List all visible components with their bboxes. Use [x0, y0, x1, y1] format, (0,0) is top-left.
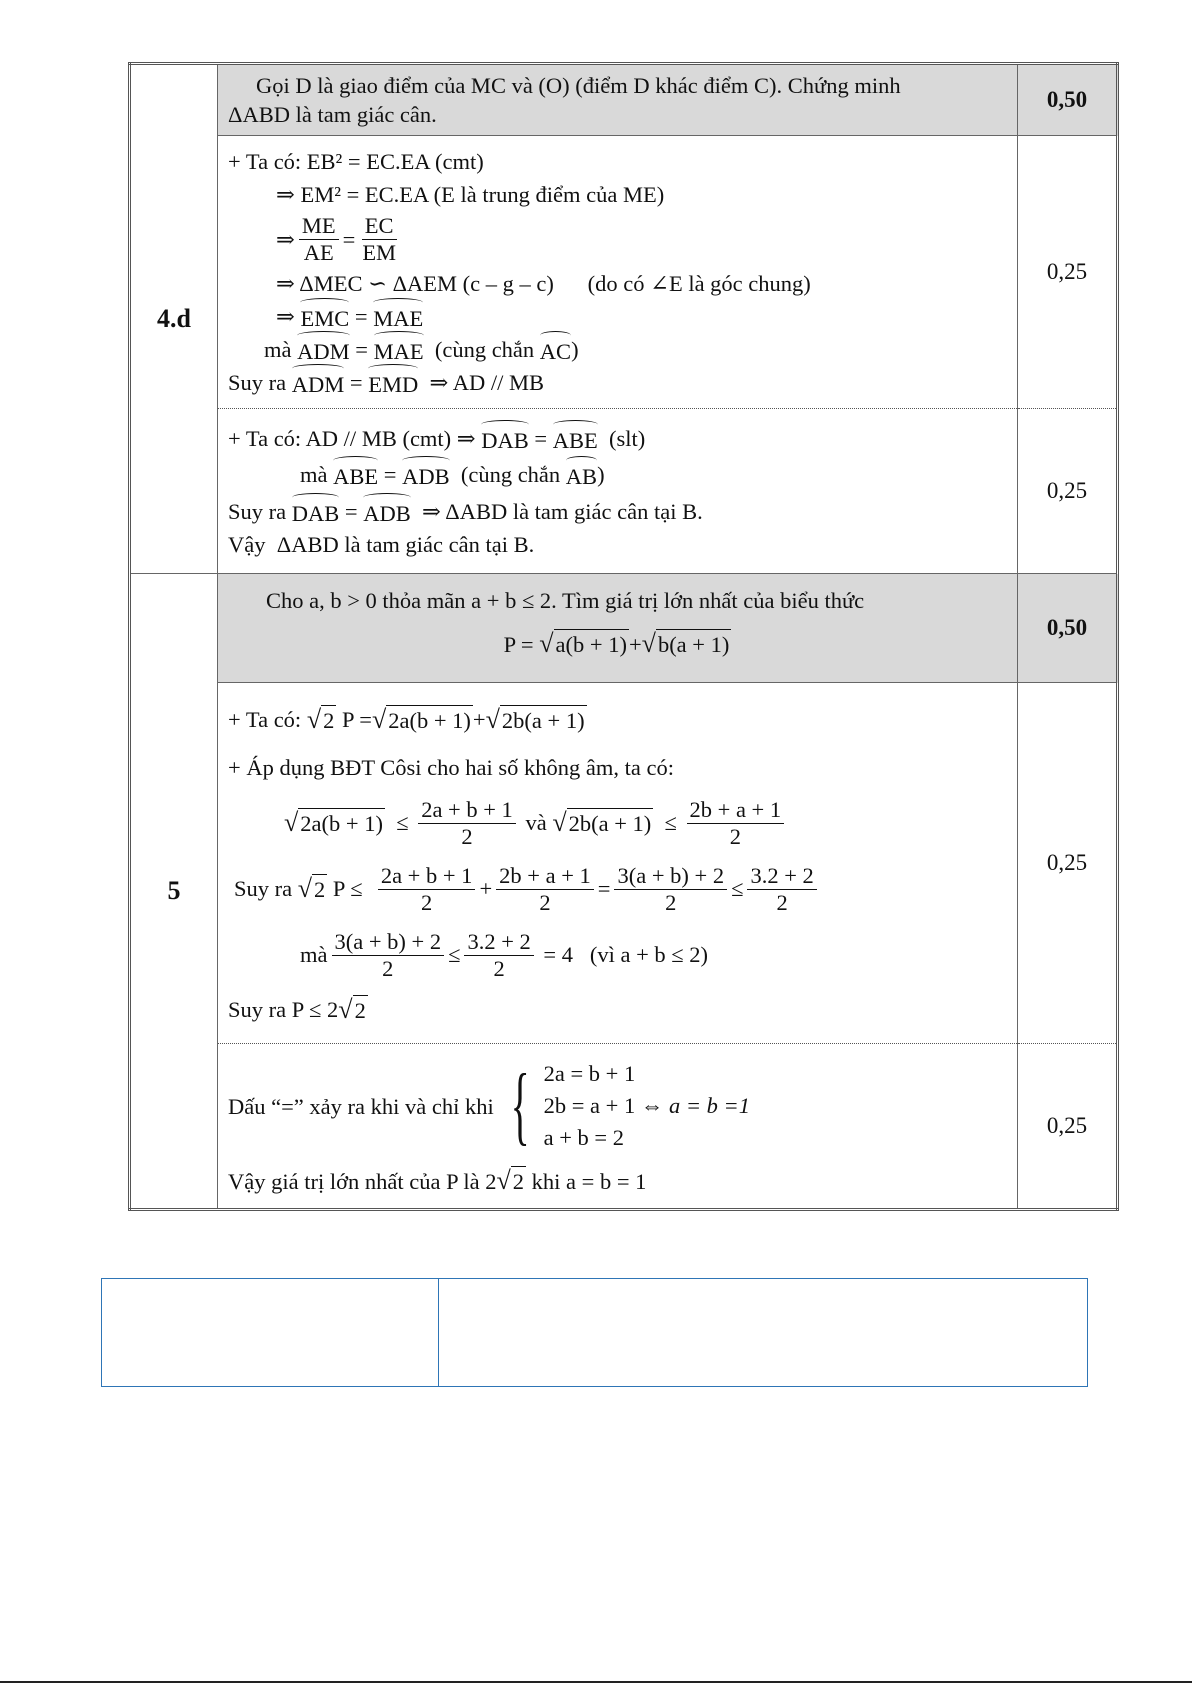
- fraction: [332, 929, 445, 982]
- numerator: 3(a + b) + 2: [614, 863, 727, 890]
- sqrt: [539, 629, 629, 660]
- equation-system: [499, 1058, 750, 1154]
- angle: ABE: [333, 456, 378, 493]
- angle: MAE: [373, 298, 423, 335]
- score-5-part1: 0,25: [1018, 683, 1118, 1044]
- row-5-part1: [130, 683, 1118, 1044]
- angle: ADM: [292, 364, 345, 401]
- text: mà: [264, 337, 292, 362]
- radical-sign: √: [641, 629, 656, 658]
- equals: =: [597, 876, 611, 901]
- line-angles: [228, 495, 1007, 528]
- line-inequality: [228, 922, 1007, 988]
- le: ≤: [664, 810, 677, 835]
- equals: =: [344, 498, 358, 524]
- solution-5-part2: [218, 1044, 1018, 1210]
- numerator: 3.2 + 2: [464, 929, 533, 956]
- text: Suy ra: [228, 498, 287, 524]
- text: ): [571, 337, 579, 362]
- fraction: [614, 863, 727, 916]
- line-inequality: [228, 790, 1007, 856]
- plus: +: [628, 632, 642, 657]
- le: ≤: [448, 942, 461, 967]
- numerator: ME: [299, 213, 339, 240]
- equals: =: [342, 226, 356, 252]
- line-angles: [228, 333, 1007, 366]
- blank-signature-box: [101, 1278, 1088, 1387]
- question-label-4d: 4.d: [130, 64, 218, 574]
- text: Suy ra: [228, 370, 287, 395]
- angle: EMC: [300, 298, 349, 335]
- answer-table: [128, 62, 1119, 1211]
- row-5-part2: [130, 1044, 1118, 1210]
- radical-sign: √: [552, 807, 567, 837]
- sqrt: [497, 1166, 527, 1197]
- prompt-4d: [218, 64, 1018, 136]
- line: ⇒ ΔMEC ∽ ΔAEM (c – g – c) (do có ∠E là góc chung): [276, 271, 811, 296]
- fraction: [359, 213, 399, 266]
- sqrt: [298, 874, 328, 905]
- text: + Ta có:: [228, 707, 302, 732]
- text: Vậy giá trị lớn nhất của P là 2: [228, 1168, 497, 1194]
- fraction: [747, 863, 816, 916]
- text: (slt): [609, 425, 646, 451]
- fraction: [299, 213, 339, 266]
- footer-rule: [0, 1681, 1192, 1683]
- line-sqrt: [228, 694, 1007, 746]
- denominator: 2: [776, 889, 788, 915]
- text: + Ta có: AD // MB (cmt) ⇒: [228, 425, 476, 451]
- plus: +: [472, 707, 486, 732]
- text: (cùng chắn: [434, 337, 535, 362]
- arc: AB: [566, 456, 597, 493]
- radicand: 2a(b + 1): [386, 705, 473, 736]
- blank-cell-left: [102, 1279, 439, 1386]
- radical-sign: √: [306, 704, 322, 734]
- radicand: a(b + 1): [554, 629, 629, 660]
- fraction: [378, 863, 476, 916]
- line-inequality: [228, 856, 1007, 922]
- plus: +: [479, 876, 493, 901]
- numerator: 3.2 + 2: [747, 863, 816, 890]
- numerator: 2b + a + 1: [496, 863, 594, 890]
- denominator: EM: [362, 239, 397, 265]
- fraction: [496, 863, 594, 916]
- le: ≤: [731, 876, 744, 901]
- numerator: 3(a + b) + 2: [332, 929, 445, 956]
- numerator: 2a + b + 1: [418, 797, 516, 824]
- line-angles: [228, 455, 1007, 495]
- solution-4d-part2: [218, 409, 1018, 574]
- arc: AC: [540, 331, 571, 368]
- equals: =: [383, 462, 397, 487]
- denominator: 2: [493, 955, 505, 981]
- text: mà: [300, 462, 328, 487]
- line-final: [228, 1161, 1007, 1201]
- sqrt: [486, 705, 587, 736]
- radicand: 2a(b + 1): [298, 808, 385, 839]
- radicand: 2: [321, 705, 336, 736]
- line-fraction: [228, 211, 1007, 267]
- numerator: EC: [362, 213, 397, 240]
- line-angles: [228, 422, 1007, 455]
- fraction: [418, 797, 516, 850]
- line: + Áp dụng BĐT Côsi cho hai số không âm, ta có:: [228, 755, 674, 780]
- system-eq-3: a + b = 2: [543, 1125, 624, 1150]
- text: P =: [503, 632, 534, 657]
- sqrt: [284, 808, 385, 839]
- angle: DAB: [292, 493, 340, 530]
- sqrt: [307, 705, 337, 736]
- score-4d-part2: 0,25: [1018, 409, 1118, 574]
- text: mà: [300, 942, 328, 967]
- prompt-5-line1: Cho a, b > 0 thỏa mãn a + b ≤ 2. Tìm giá trị lớn nhất của biểu thức: [266, 587, 865, 613]
- radical-sign: √: [297, 873, 313, 903]
- row-4d-prompt: [130, 64, 1118, 136]
- system-lines: [544, 1058, 750, 1154]
- denominator: 2: [539, 889, 551, 915]
- blank-cell-right: [439, 1279, 1087, 1386]
- line-angles: [228, 300, 1007, 333]
- score-5-total: 0,50: [1018, 574, 1118, 683]
- denominator: 2: [421, 889, 433, 915]
- system-eq-2: [544, 1090, 750, 1122]
- question-label-5: 5: [130, 574, 218, 1210]
- line-system: [228, 1051, 1007, 1161]
- radicand: 2b(a + 1): [567, 808, 654, 839]
- angle: ADM: [297, 331, 350, 368]
- prompt-4d-line2: ΔABD là tam giác cân.: [228, 102, 437, 127]
- brace-icon: {: [510, 1057, 530, 1154]
- text: 2b = a + 1 ⇔: [543, 1093, 664, 1118]
- line: Vậy ΔABD là tam giác cân tại B.: [228, 531, 535, 557]
- score-4d-total: 0,50: [1018, 64, 1118, 136]
- radicand: 2: [353, 995, 368, 1026]
- radical-sign: √: [371, 704, 387, 734]
- text: ): [597, 462, 605, 487]
- text: Dấu “=” xảy ra khi và chỉ khi: [228, 1093, 494, 1119]
- text: P =: [341, 707, 372, 732]
- sqrt: [338, 995, 368, 1026]
- angle: ABE: [553, 420, 598, 457]
- line: ⇒ EM² = EC.EA (E là trung điểm của ME): [276, 182, 665, 207]
- text: ⇒ ΔABD là tam giác cân tại B.: [421, 498, 703, 524]
- angle: EMD: [368, 364, 418, 401]
- radical-sign: √: [496, 1165, 511, 1195]
- angle: ADB: [363, 493, 411, 530]
- angle: DAB: [481, 420, 529, 457]
- denominator: AE: [303, 239, 334, 265]
- text: = 4 (vì a + b ≤ 2): [543, 942, 708, 967]
- score-5-part2: 0,25: [1018, 1044, 1118, 1210]
- text: a = b =1: [668, 1093, 750, 1118]
- numerator: 2a + b + 1: [378, 863, 476, 890]
- radical-sign: √: [284, 807, 299, 837]
- denominator: 2: [729, 823, 741, 849]
- text: P ≤: [332, 876, 363, 901]
- angle: ADB: [402, 456, 450, 493]
- radicand: 2b(a + 1): [500, 705, 587, 736]
- line-conclusion: [228, 988, 1007, 1032]
- fraction: [687, 797, 785, 850]
- score-4d-part1: 0,25: [1018, 136, 1118, 409]
- sqrt: [372, 705, 473, 736]
- line: + Ta có: EB² = EC.EA (cmt): [228, 149, 484, 174]
- equals: =: [349, 370, 363, 395]
- row-4d-part1: [130, 136, 1118, 409]
- text: Suy ra: [234, 876, 293, 901]
- text: (cùng chắn: [460, 462, 561, 487]
- radicand: b(a + 1): [656, 629, 731, 660]
- row-4d-part2: [130, 409, 1118, 574]
- prompt-5-formula: [228, 617, 1007, 673]
- numerator: 2b + a + 1: [687, 797, 785, 824]
- system-eq-1: 2a = b + 1: [543, 1061, 636, 1086]
- radical-sign: √: [539, 629, 554, 658]
- equals: =: [355, 337, 368, 362]
- text: Suy ra P ≤ 2: [228, 997, 339, 1022]
- implies: ⇒: [276, 304, 295, 329]
- radicand: 2: [511, 1166, 526, 1197]
- denominator: 2: [382, 955, 394, 981]
- text: và: [525, 810, 547, 835]
- radical-sign: √: [485, 704, 500, 734]
- le: ≤: [396, 810, 409, 835]
- implies: ⇒: [276, 226, 295, 252]
- radical-sign: √: [338, 994, 353, 1024]
- prompt-4d-line1: Gọi D là giao điểm của MC và (O) (điểm D khác điểm C). Chứng minh: [256, 73, 901, 98]
- angle: MAE: [374, 331, 424, 368]
- sqrt: [552, 808, 653, 839]
- text: khi a = b = 1: [526, 1168, 647, 1194]
- sqrt: [642, 629, 732, 660]
- line-angles: [228, 366, 1007, 399]
- prompt-5: [218, 574, 1018, 683]
- denominator: 2: [461, 823, 473, 849]
- equals: =: [354, 304, 368, 329]
- equals: =: [534, 425, 548, 451]
- text: ⇒ AD // MB: [429, 370, 544, 395]
- solution-5-part1: [218, 683, 1018, 1044]
- fraction: [464, 929, 533, 982]
- radicand: 2: [312, 874, 327, 905]
- solution-4d-part1: [218, 136, 1018, 409]
- denominator: 2: [665, 889, 677, 915]
- row-5-prompt: [130, 574, 1118, 683]
